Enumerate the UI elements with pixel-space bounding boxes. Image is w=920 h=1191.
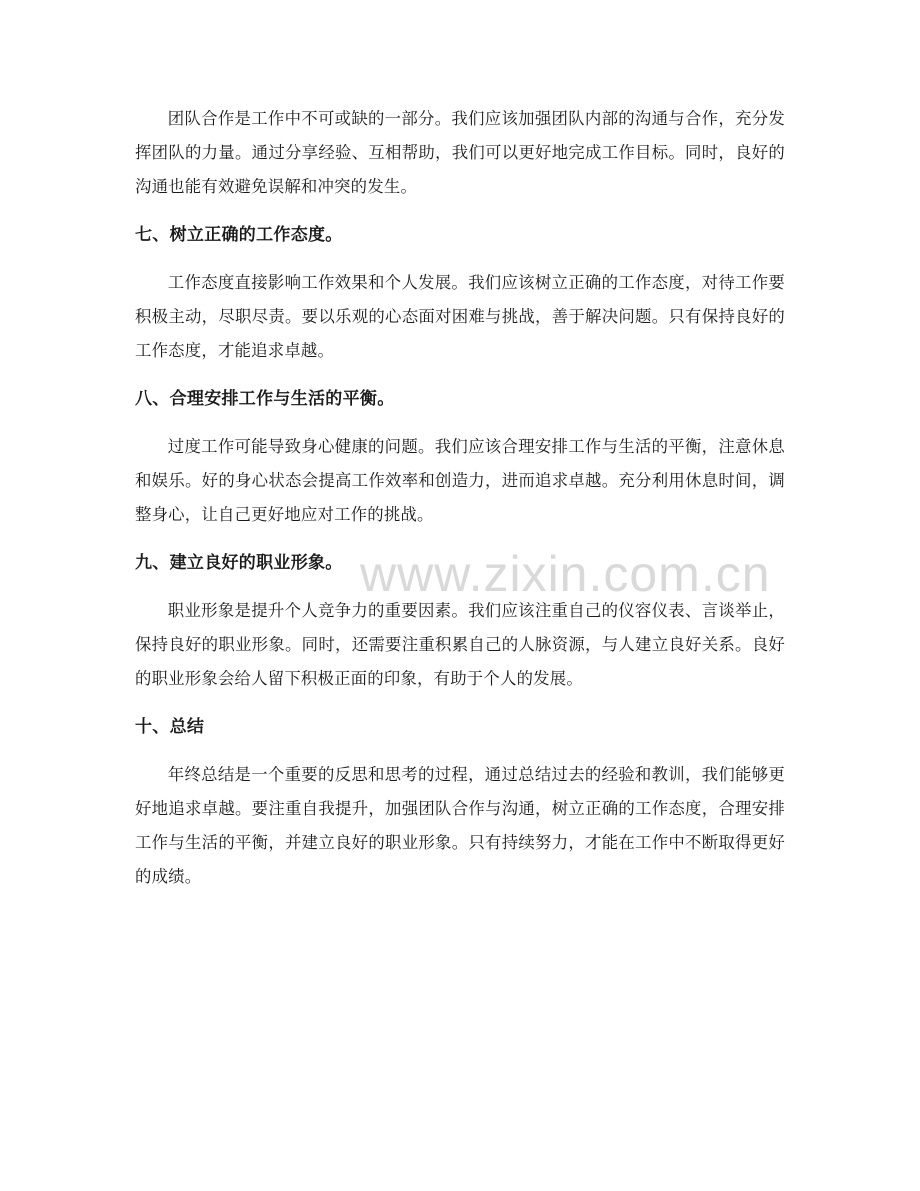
heading-section-10: 十、总结: [135, 717, 205, 737]
heading-section-9: 九、建立良好的职业形象。: [135, 553, 343, 573]
heading-section-8: 八、合理安排工作与生活的平衡。: [135, 389, 395, 409]
paragraph-teamwork: 团队合作是工作中不可或缺的一部分。我们应该加强团队内部的沟通与合作，充分发挥团队的力量。通过分享经验、互相帮助，我们可以更好地完成工作目标。同时，良好的沟通也能有效避免误解和冲突的发生。: [135, 109, 785, 196]
watermark-text: www.zixin.com.cn: [360, 546, 771, 602]
heading-section-7: 七、树立正确的工作态度。: [135, 225, 343, 245]
document-body: [135, 102, 785, 894]
paragraph-work-attitude: 工作态度直接影响工作效果和个人发展。我们应该树立正确的工作态度，对待工作要积极主动，尽职尽责。要以乐观的心态面对困难与挑战，善于解决问题。只有保持良好的工作态度，才能追求卓越。: [135, 273, 785, 360]
paragraph-professional-image: 职业形象是提升个人竞争力的重要因素。我们应该注重自己的仪容仪表、言谈举止，保持良好的职业形象。同时，还需要注重积累自己的人脉资源，与人建立良好关系。良好的职业形象会给人留下积极正面的印象，有助于个人的发展。: [135, 601, 785, 688]
paragraph-work-life-balance: 过度工作可能导致身心健康的问题。我们应该合理安排工作与生活的平衡，注意休息和娱乐。好的身心状态会提高工作效率和创造力，进而追求卓越。充分利用休息时间，调整身心，让自己更好地应对工作的挑战。: [135, 437, 785, 524]
paragraph-summary: 年终总结是一个重要的反思和思考的过程，通过总结过去的经验和教训，我们能够更好地追求卓越。要注重自我提升，加强团队合作与沟通，树立正确的工作态度，合理安排工作与生活的平衡，并建立良好的职业形象。只有持续努力，才能在工作中不断取得更好的成绩。: [135, 765, 785, 886]
